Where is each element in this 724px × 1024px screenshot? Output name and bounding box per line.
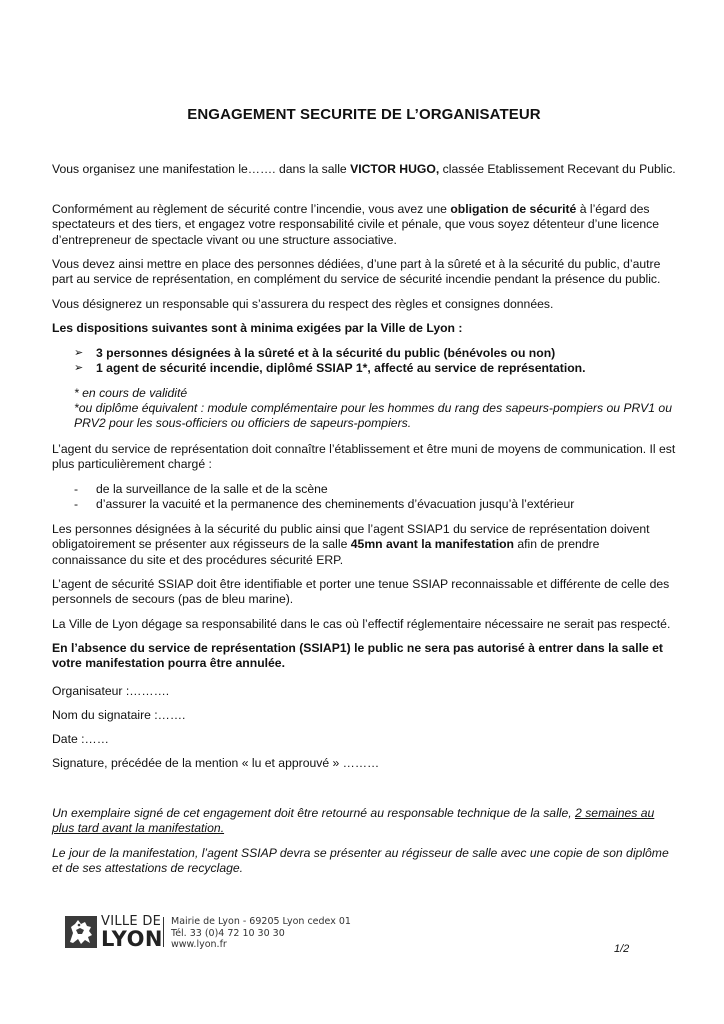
persons-paragraph: Vous devez ainsi mettre en place des personnes dédiées, d’une part à la sûreté et à la sécurité du public, d’autre part au service de représentation, en complément du service de sécurité incendie pendant la présence du public. <box>52 257 661 287</box>
logo-ville-de: VILLE DE <box>101 914 162 929</box>
requirement-text: 1 agent de sécurité incendie, diplômé SSIAP 1*, affecté au service de représentation. <box>96 361 586 375</box>
presence-paragraph <box>52 522 676 568</box>
conformity-text-end: à l’égard des spectateurs et des tiers, et engagez votre responsabilité civile et pénale, que vous soyez détenteur d’une licence d’entrepreneur de spectacle vivant ou une structure associative. <box>52 202 660 247</box>
return-text: Un exemplaire signé de cet engagement doit être retourné au responsable technique de la salle, <box>52 806 576 820</box>
arrival-time: 45mn avant la manifestation <box>350 537 514 552</box>
document-title: ENGAGEMENT SECURITE DE L’ORGANISATEUR <box>187 106 541 123</box>
logo-lyon: LYON <box>101 927 163 951</box>
conformity-paragraph <box>52 202 676 248</box>
minima-heading: Les dispositions suivantes sont à minima exigées par la Ville de Lyon : <box>52 321 463 335</box>
footer-divider <box>163 917 164 947</box>
venue-name: VICTOR HUGO, <box>350 162 440 176</box>
responsible-paragraph: Vous désignerez un responsable qui s’assurera du respect des règles et consignes données. <box>52 297 554 311</box>
arrow-bullet-icon: ➢ <box>74 362 84 374</box>
intro-paragraph <box>52 162 676 177</box>
footer-address <box>171 916 351 951</box>
return-deadline: 2 semaines au plus tard avant la manifestation. <box>52 806 655 836</box>
intro-text: Vous organisez une manifestation le……. dans la salle <box>52 162 351 176</box>
phone-line: Tél. 33 (0)4 72 10 30 30 <box>171 927 285 939</box>
footer <box>65 915 665 951</box>
intro-text-end: classée Etablissement Recevant du Public. <box>439 162 676 176</box>
agent-paragraph: L’agent du service de représentation doit connaître l’établissement et être muni de moyens de communication. Il est plus particulièrement chargé : <box>52 442 676 472</box>
presence-text-end: afin de prendre connaissance du site et des procédures sécurité ERP. <box>52 537 600 567</box>
event-day-instruction: Le jour de la manifestation, l’agent SSIAP devra se présenter au régisseur de salle avec une copie de son diplôme et de ses attestations de recyclage. <box>52 846 669 876</box>
duty-text: d’assurer la vacuité et la permanence des cheminements d’évacuation jusqu’à l’extérieur <box>96 497 575 511</box>
ville-de-lyon-logo <box>65 915 161 949</box>
dash-bullet: - <box>74 497 79 511</box>
address-line: Mairie de Lyon - 69205 Lyon cedex 01 <box>171 916 351 927</box>
website-line: www.lyon.fr <box>171 939 227 950</box>
page-number: 1/2 <box>614 943 630 955</box>
signature-field: Signature, précédée de la mention « lu et approuvé » ……… <box>52 756 380 770</box>
lion-emblem-icon <box>65 916 97 948</box>
equivalent-note: *ou diplôme équivalent : module complémentaire pour les hommes du rang des sapeurs-pompiers ou PRV1 ou PRV2 pour les sous-officiers ou officiers de sapeurs-pompiers. <box>74 401 672 431</box>
identification-paragraph: L’agent de sécurité SSIAP doit être identifiable et porter une tenue SSIAP reconnaissable et différente de celle des personnels de secours (pas de bleu marine). <box>52 577 670 607</box>
validity-note: * en cours de validité <box>74 386 188 400</box>
date-field: Date :…… <box>52 732 109 746</box>
arrow-bullet-icon: ➢ <box>74 347 84 359</box>
liability-paragraph: La Ville de Lyon dégage sa responsabilité dans le cas où l’effectif réglementaire nécessaire ne serait pas respecté. <box>52 617 671 631</box>
security-obligation: obligation de sécurité <box>450 202 577 216</box>
presence-text: Les personnes désignées à la sécurité du public ainsi que l’agent SSIAP1 du service de représentation doivent obligatoirement se présenter aux régisseurs de la salle <box>52 522 650 552</box>
return-instruction <box>52 806 676 837</box>
signatory-field: Nom du signataire :……. <box>52 708 186 722</box>
conformity-text: Conformément au règlement de sécurité contre l’incendie, vous avez une <box>52 202 451 216</box>
duty-text: de la surveillance de la salle et de la scène <box>96 482 328 496</box>
dash-bullet: - <box>74 482 79 496</box>
requirement-text: 3 personnes désignées à la sûreté et à la sécurité du public (bénévoles ou non) <box>96 346 556 360</box>
warning-paragraph: En l’absence du service de représentation (SSIAP1) le public ne sera pas autorisé à entrer dans la salle et votre manifestation pourra être annulée. <box>52 641 663 671</box>
organizer-field: Organisateur :………. <box>52 684 170 698</box>
